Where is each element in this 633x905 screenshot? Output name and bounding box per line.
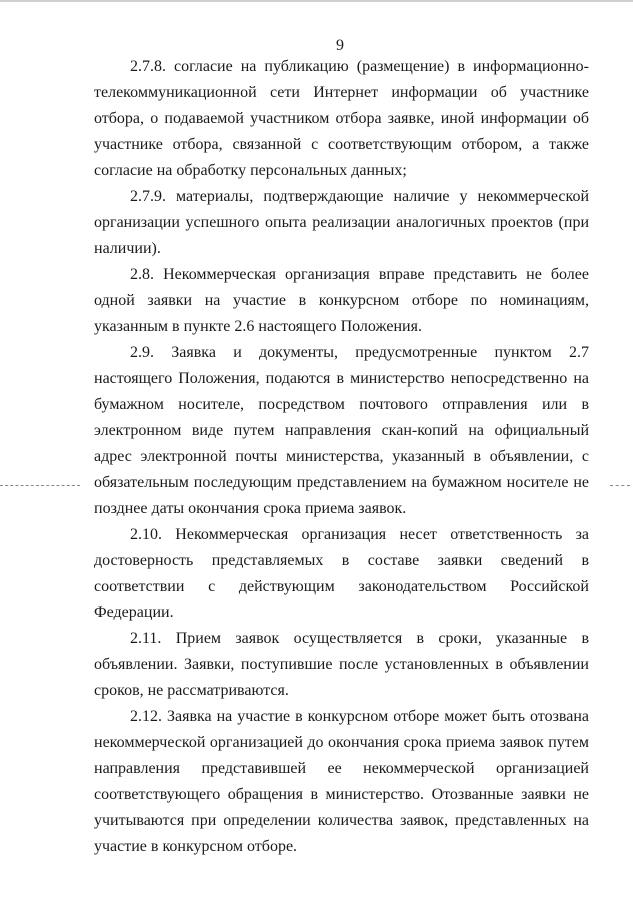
scan-top-edge bbox=[0, 0, 633, 2]
paragraph-2-10: 2.10. Некоммерческая организация несет ответственность за достоверность представляемых в составе заявки сведений в соответствии с действующим законодательством Российской Федерации. bbox=[94, 526, 589, 621]
page-number: 9 bbox=[336, 37, 344, 54]
paragraph-2-11: 2.11. Прием заявок осуществляется в сроки, указанные в объявлении. Заявки, поступившие после установленных в объявлении сроков, не рассматриваются. bbox=[94, 630, 589, 699]
scan-fold-mark-left bbox=[0, 485, 80, 486]
paragraph-2-9: 2.9. Заявка и документы, предусмотренные пунктом 2.7 настоящего Положения, подаются в министерство непосредственно на бумажном носителе, посредством почтового отправления или в электронном виде путем направления скан-копий на официальный адрес электронной почты министерства, указанный в объявлении, с обязательным последующим представлением на бумажном носителе не позднее даты окончания срока приема заявок. bbox=[94, 344, 589, 517]
document-body bbox=[94, 54, 589, 860]
paragraph-2-8: 2.8. Некоммерческая организация вправе представить не более одной заявки на участие в конкурсном отборе по номинациям, указанным в пункте 2.6 настоящего Положения. bbox=[94, 266, 589, 335]
scan-fold-mark-right bbox=[610, 485, 630, 486]
paragraph-2-7-9: 2.7.9. материалы, подтверждающие наличие у некоммерческой организации успешного опыта реализации аналогичных проектов (при наличии). bbox=[94, 188, 589, 257]
paragraph-2-12: 2.12. Заявка на участие в конкурсном отборе может быть отозвана некоммерческой организацией до окончания срока приема заявок путем направления представившей ее некоммерческой организацией соответствующего обращения в министерство. Отозванные заявки не учитываются при определении количества заявок, представленных на участие в конкурсном отборе. bbox=[94, 708, 589, 855]
paragraph-2-7-8: 2.7.8. согласие на публикацию (размещение) в информационно-телекоммуникационной сети Интернет информации об участнике отбора, о подаваемой участником отбора заявке, иной информации об участнике отбора, связанной с соответствующим отбором, а также согласие на обработку персональных данных; bbox=[94, 58, 589, 179]
